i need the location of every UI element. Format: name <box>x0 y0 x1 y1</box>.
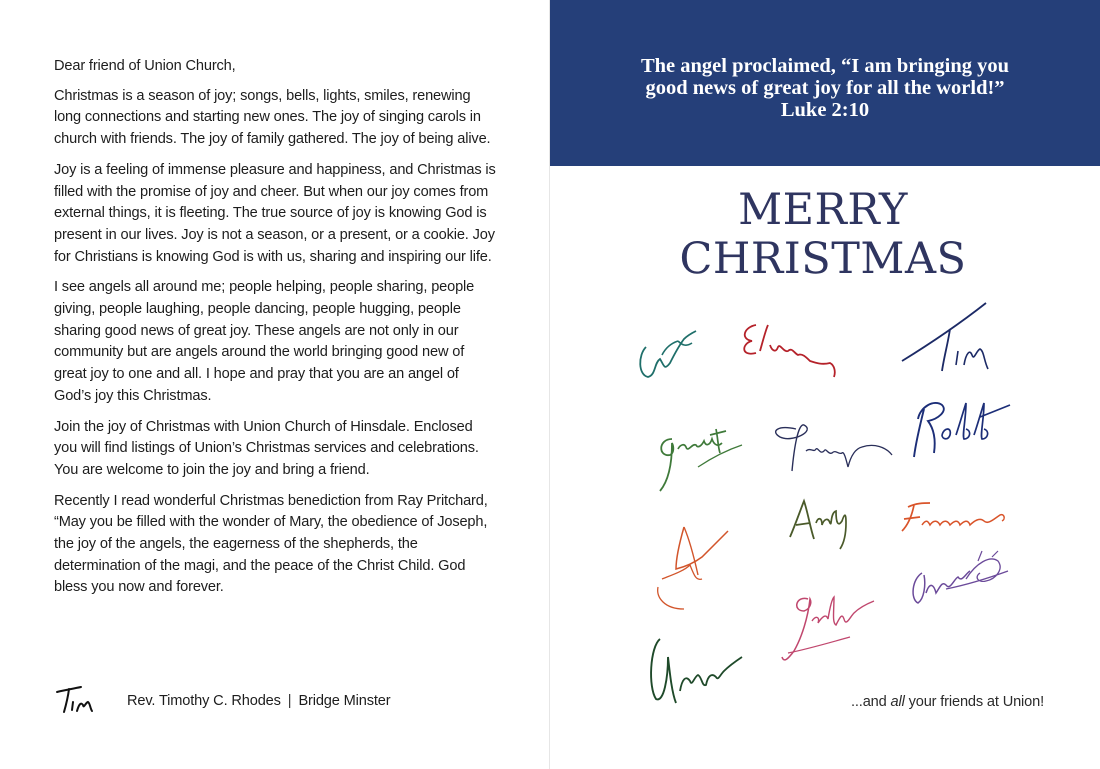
letter-paragraph-1: Christmas is a season of joy; songs, bells, lights, smiles, renewing long connections and starting new ones. The joy of singing carols in church with friends. The joy of family gathered. The joy of being alive. <box>54 87 491 148</box>
staff-signatures <box>550 295 1100 715</box>
letter-body <box>54 56 499 608</box>
letter-greeting: Dear friend of Union Church, <box>54 58 236 74</box>
letter-paragraph-2: Joy is a feeling of immense pleasure and happiness, and Christmas is filled with the promise of joy and cheer. But when our joy comes from external things, it is fleeting. The true source of joy is knowing God is present in our lives. Joy is not a season, or a present, or a cookie. Joy for Christians is knowing God is with us, sharing and inspiring our life. <box>54 161 496 265</box>
signature-robb <box>904 395 1014 465</box>
merry-christmas-heading <box>550 186 1096 284</box>
tim-signature-image <box>54 684 104 718</box>
closing-note <box>770 694 1044 710</box>
letter-paragraph-3: I see angels all around me; people helping, people sharing, people giving, people laughing, people dancing, people hugging, people sharing good news of great joy. These angels are not only in our community but are angels around the world bringing good new of great joy to one and all. I hope and pray that you are an angel of God’s joy this Christmas. <box>54 279 475 404</box>
scripture-banner <box>550 0 1100 166</box>
letter-signature-row <box>54 684 534 720</box>
verse-line-1: The angel proclaimed, “I am bringing you <box>640 55 1010 77</box>
signer-name: Rev. Timothy C. Rhodes <box>127 693 281 709</box>
signer-separator: | <box>287 693 292 709</box>
heading-line-2: CHRISTMAS <box>679 234 967 284</box>
letter-paragraph-4: Join the joy of Christmas with Union Church of Hinsdale. Enclosed you will find listings of Union’s Christmas services and celebrations. You are welcome to join the joy and bring a friend. <box>54 418 479 478</box>
signature-francisco <box>894 497 1010 537</box>
signer-credit <box>127 693 390 709</box>
verse-line-2: good news of great joy for all the world!” <box>645 77 1005 99</box>
signature-gaby <box>778 587 878 671</box>
closing-prefix: ...and <box>850 694 891 710</box>
signature-a <box>654 517 734 617</box>
signature-carissa <box>634 325 704 385</box>
signature-grant <box>650 419 746 495</box>
closing-emphasis: all <box>890 694 905 710</box>
signature-adriana <box>906 549 1010 613</box>
signature-tim <box>898 299 998 379</box>
heading-line-1: MERRY <box>738 185 908 235</box>
scripture-verse <box>550 55 1100 121</box>
closing-suffix: your friends at Union! <box>904 694 1044 710</box>
verse-reference: Luke 2:10 <box>780 99 870 121</box>
signature-ann <box>646 627 746 711</box>
letter-paragraph-5: Recently I read wonderful Christmas benediction from Ray Pritchard, “May you be filled with the wonder of Mary, the obedience of Joseph, the joy of the angels, the eagerness of the shepherds, the determination of the magi, and the peace of the Christ Child. God bless you now and forever. <box>54 492 488 596</box>
signature-andy <box>786 493 856 553</box>
signature-elizabeth <box>736 317 846 381</box>
signature-penny <box>766 419 896 475</box>
signer-title: Bridge Minster <box>298 693 391 709</box>
